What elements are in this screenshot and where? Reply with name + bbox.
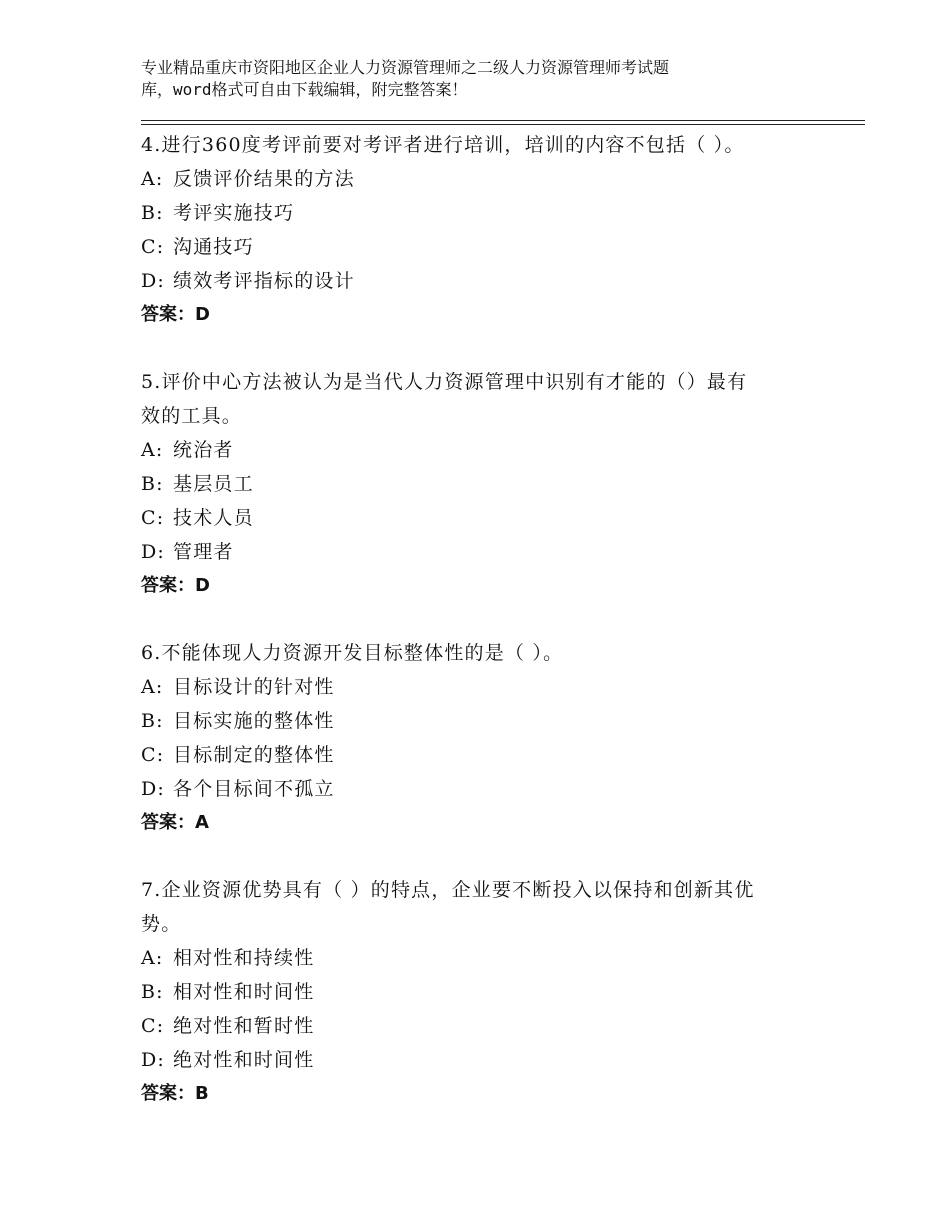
question-stem: 6.不能体现人力资源开发目标整体性的是（ ）。 xyxy=(141,642,564,664)
option-d xyxy=(141,772,821,806)
option-b xyxy=(141,196,821,230)
option-key: B: xyxy=(141,710,164,732)
option-key: A: xyxy=(141,947,164,969)
option-text: 统治者 xyxy=(173,439,234,461)
option-text: 考评实施技巧 xyxy=(173,202,295,224)
option-text: 绩效考评指标的设计 xyxy=(173,270,355,292)
option-c xyxy=(141,738,821,772)
question-stem-line-1: 7.企业资源优势具有（ ）的特点，企业要不断投入以保持和创新其优 xyxy=(141,879,755,901)
option-key: B: xyxy=(141,981,164,1003)
option-text: 反馈评价结果的方法 xyxy=(173,168,355,190)
option-key: C: xyxy=(141,744,165,766)
option-key: D: xyxy=(141,1049,166,1071)
header-line-1: 专业精品重庆市资阳地区企业人力资源管理师之二级人力资源管理师考试题 xyxy=(141,58,670,77)
option-key: A: xyxy=(141,439,164,461)
option-text: 技术人员 xyxy=(173,507,254,529)
question-4 xyxy=(141,128,821,332)
question-stem-line-2: 势。 xyxy=(141,913,182,935)
option-text: 目标制定的整体性 xyxy=(173,744,335,766)
option-d xyxy=(141,535,821,569)
option-c xyxy=(141,1009,821,1043)
option-text: 绝对性和时间性 xyxy=(173,1049,315,1071)
option-b xyxy=(141,467,821,501)
answer-label: 答案：D xyxy=(141,575,210,596)
option-b xyxy=(141,704,821,738)
question-stem-line-1: 5.评价中心方法被认为是当代人力资源管理中识别有才能的（）最有 xyxy=(141,371,748,393)
option-d xyxy=(141,264,821,298)
option-c xyxy=(141,230,821,264)
option-text: 相对性和持续性 xyxy=(173,947,315,969)
question-stem-line-2: 效的工具。 xyxy=(141,405,243,427)
option-b xyxy=(141,975,821,1009)
option-text: 各个目标间不孤立 xyxy=(173,778,335,800)
option-text: 绝对性和暂时性 xyxy=(173,1015,315,1037)
option-key: C: xyxy=(141,507,165,529)
option-c xyxy=(141,501,821,535)
option-key: A: xyxy=(141,168,164,190)
option-a xyxy=(141,670,821,704)
option-a xyxy=(141,162,821,196)
question-7 xyxy=(141,873,821,1111)
option-text: 目标实施的整体性 xyxy=(173,710,335,732)
header-divider-bottom xyxy=(141,124,865,125)
option-d xyxy=(141,1043,821,1077)
option-a xyxy=(141,433,821,467)
option-key: D: xyxy=(141,270,166,292)
option-text: 目标设计的针对性 xyxy=(173,676,335,698)
option-key: C: xyxy=(141,1015,165,1037)
option-a xyxy=(141,941,821,975)
answer-label: 答案：D xyxy=(141,304,210,325)
option-key: A: xyxy=(141,676,164,698)
option-text: 管理者 xyxy=(173,541,234,563)
option-text: 沟通技巧 xyxy=(173,236,254,258)
option-key: D: xyxy=(141,541,166,563)
document-header xyxy=(141,57,781,101)
question-list xyxy=(141,128,821,1144)
question-stem: 4.进行360度考评前要对考评者进行培训，培训的内容不包括（ ）。 xyxy=(141,134,745,156)
option-text: 相对性和时间性 xyxy=(173,981,315,1003)
question-5 xyxy=(141,365,821,603)
option-key: D: xyxy=(141,778,166,800)
option-key: B: xyxy=(141,473,164,495)
question-6 xyxy=(141,636,821,840)
answer-label: 答案：B xyxy=(141,1083,209,1104)
option-key: C: xyxy=(141,236,165,258)
header-line-2: 库，word格式可自由下载编辑，附完整答案！ xyxy=(141,80,468,99)
option-key: B: xyxy=(141,202,164,224)
option-text: 基层员工 xyxy=(173,473,254,495)
answer-label: 答案：A xyxy=(141,812,209,833)
header-divider-top xyxy=(141,120,865,121)
